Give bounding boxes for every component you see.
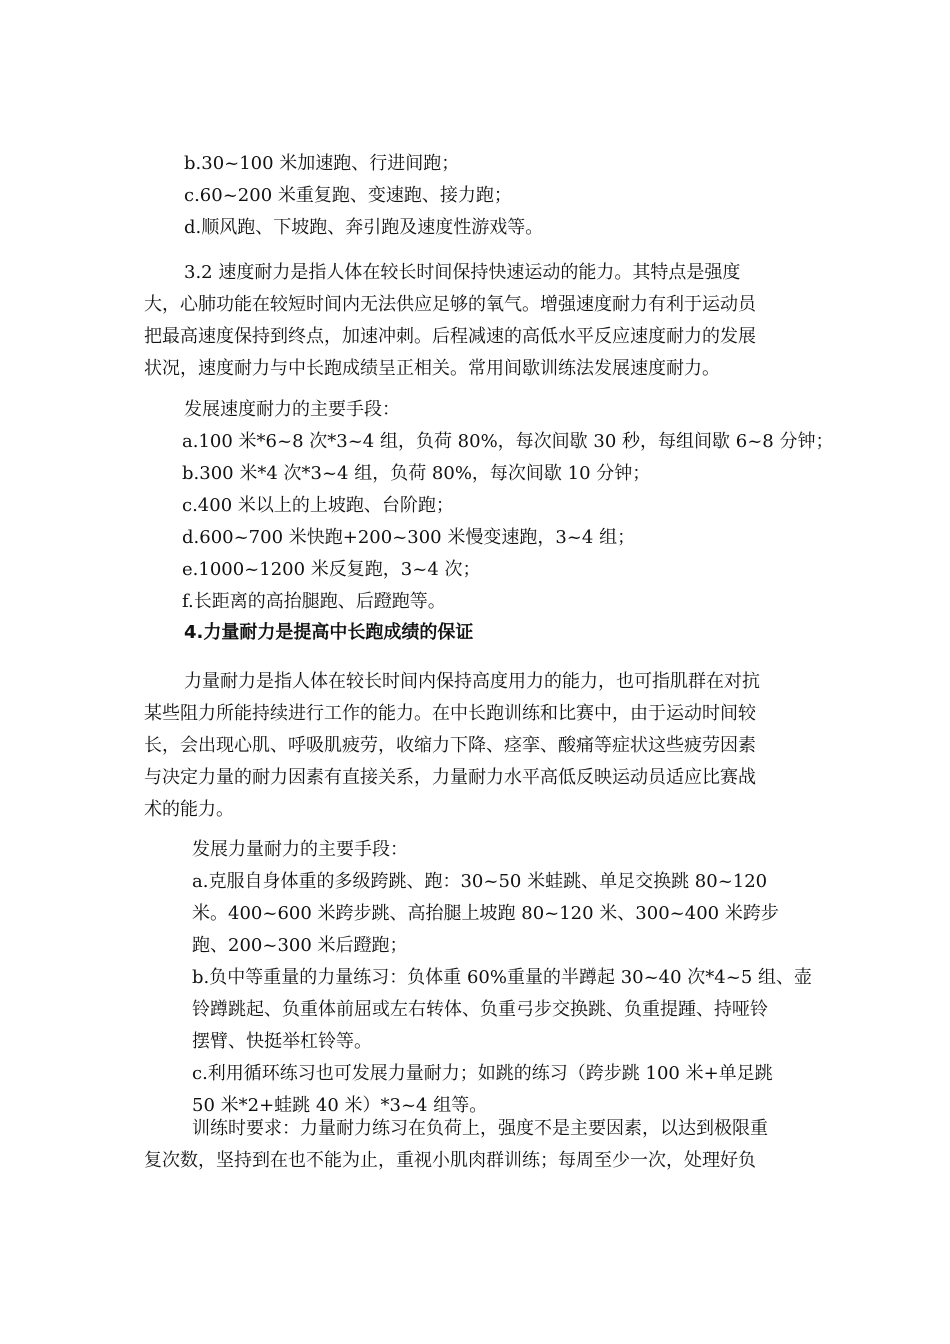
- list-item: 摆臂、快挺举杠铃等。: [192, 1031, 372, 1052]
- list-item: a.克服自身体重的多级跨跳、跑：30~50 米蛙跳、单足交换跳 80~120: [192, 871, 768, 892]
- list-item: e.1000~1200 米反复跑，3~4 次；: [182, 559, 481, 580]
- paragraph-line: 术的能力。: [144, 799, 234, 820]
- list-heading: 发展力量耐力的主要手段：: [192, 839, 408, 860]
- paragraph-line: 大，心肺功能在较短时间内无法供应足够的氧气。增强速度耐力有利于运动员: [144, 294, 756, 315]
- speed-drill-list: [144, 148, 804, 244]
- speed-endurance-paragraph: [144, 257, 804, 385]
- training-requirements-paragraph: [144, 1113, 804, 1177]
- paragraph-line: 训练时要求：力量耐力练习在负荷上，强度不是主要因素，以达到极限重: [192, 1118, 768, 1139]
- list-item: b.300 米*4 次*3~4 组，负荷 80%，每次间歇 10 分钟；: [182, 463, 651, 484]
- list-item: a.100 米*6~8 次*3~4 组，负荷 80%，每次间歇 30 秒，每组间歇 6~8 分钟；: [182, 431, 834, 452]
- strength-endurance-methods-list: [144, 834, 813, 1122]
- list-item: d.600~700 米快跑+200~300 米慢变速跑，3~4 组；: [182, 527, 636, 548]
- section-heading: [144, 617, 804, 649]
- speed-endurance-methods-list: [144, 394, 834, 618]
- paragraph-line: 把最高速度保持到终点，加速冲刺。后程减速的高低水平反应速度耐力的发展: [144, 326, 756, 347]
- list-item: f.长距离的高抬腿跑、后蹬跑等。: [182, 591, 446, 612]
- list-heading: 发展速度耐力的主要手段：: [184, 399, 400, 420]
- strength-endurance-paragraph: [144, 666, 804, 826]
- list-item: d.顺风跑、下坡跑、奔引跑及速度性游戏等。: [184, 217, 544, 238]
- list-item: b.30~100 米加速跑、行进间跑；: [184, 153, 460, 174]
- list-item: 铃蹲跳起、负重体前屈或左右转体、负重弓步交换跳、负重提踵、持哑铃: [192, 999, 768, 1020]
- paragraph-line: 力量耐力是指人体在较长时间内保持高度用力的能力，也可指肌群在对抗: [184, 671, 760, 692]
- list-item: 米。400~600 米跨步跳、高抬腿上坡跑 80~120 米、300~400 米跨步: [192, 903, 779, 924]
- paragraph-line: 状况，速度耐力与中长跑成绩呈正相关。常用间歇训练法发展速度耐力。: [144, 358, 720, 379]
- paragraph-line: 长，会出现心肌、呼吸肌疲劳，收缩力下降、痉挛、酸痛等症状这些疲劳因素: [144, 735, 756, 756]
- paragraph-line: 某些阻力所能持续进行工作的能力。在中长跑训练和比赛中，由于运动时间较: [144, 703, 756, 724]
- list-item: b.负中等重量的力量练习：负体重 60%重量的半蹲起 30~40 次*4~5 组、壶: [192, 967, 813, 988]
- list-item: 50 米*2+蛙跳 40 米）*3~4 组等。: [192, 1095, 488, 1116]
- list-item: c.400 米以上的上坡跑、台阶跑；: [182, 495, 454, 516]
- paragraph-line: 3.2 速度耐力是指人体在较长时间保持快速运动的能力。其特点是强度: [184, 262, 741, 283]
- paragraph-line: 与决定力量的耐力因素有直接关系，力量耐力水平高低反映运动员适应比赛战: [144, 767, 756, 788]
- paragraph-line: 复次数，坚持到在也不能为止，重视小肌肉群训练；每周至少一次，处理好负: [144, 1150, 756, 1171]
- list-item: c.60~200 米重复跑、变速跑、接力跑；: [184, 185, 512, 206]
- section-heading-text: 4.力量耐力是提高中长跑成绩的保证: [184, 622, 474, 643]
- list-item: 跑、200~300 米后蹬跑；: [192, 935, 408, 956]
- list-item: c.利用循环练习也可发展力量耐力；如跳的练习（跨步跳 100 米+单足跳: [192, 1063, 773, 1084]
